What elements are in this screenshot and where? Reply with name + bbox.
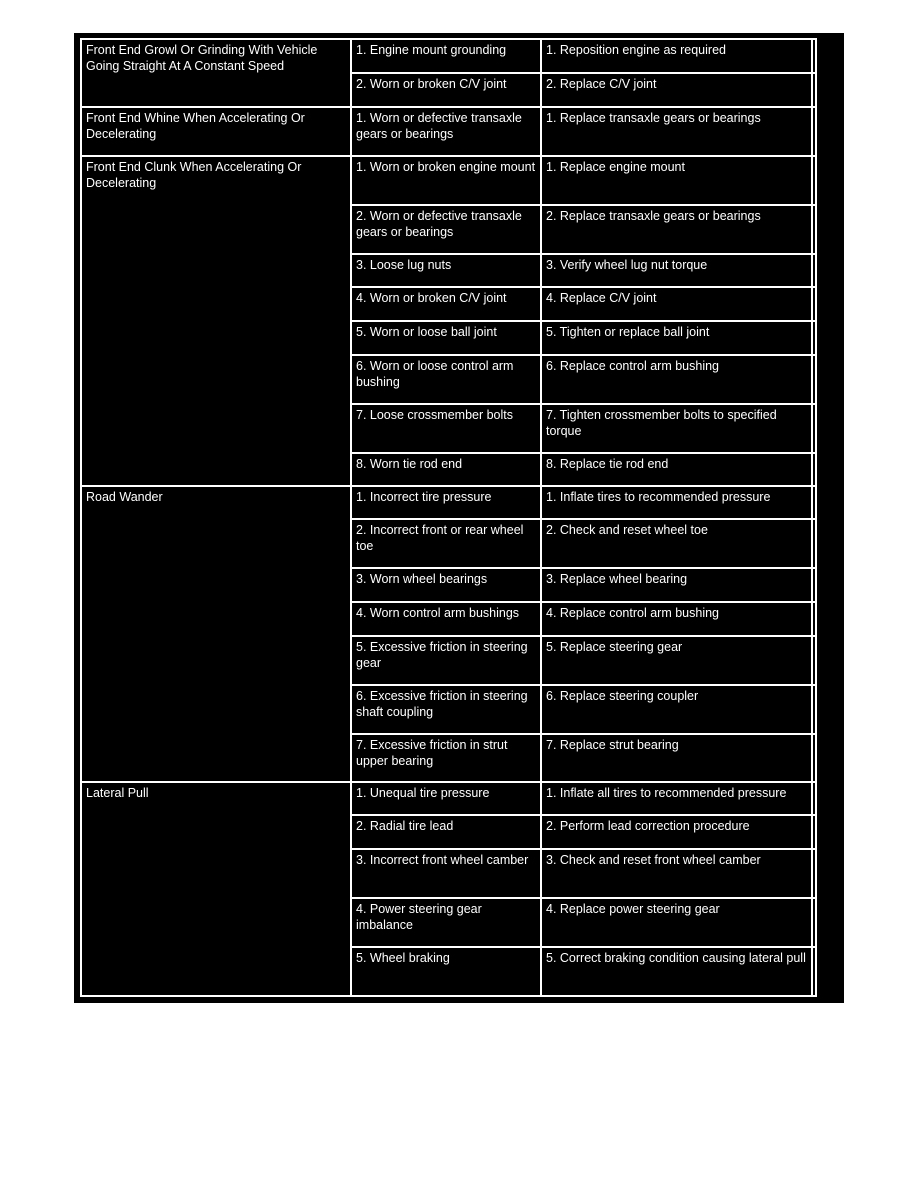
cause-cell: 6. Excessive friction in steering shaft coupling bbox=[351, 685, 541, 734]
correction-cell: 4. Replace C/V joint bbox=[541, 287, 812, 321]
cause-cell: 1. Incorrect tire pressure bbox=[351, 486, 541, 519]
correction-cell: 5. Correct braking condition causing lateral pull bbox=[541, 947, 812, 996]
correction-cell: 1. Replace transaxle gears or bearings bbox=[541, 107, 812, 156]
cause-cell: 3. Loose lug nuts bbox=[351, 254, 541, 287]
cause-cell: 5. Wheel braking bbox=[351, 947, 541, 996]
cause-cell: 5. Excessive friction in steering gear bbox=[351, 636, 541, 685]
edge-cell bbox=[812, 947, 816, 996]
correction-cell: 1. Reposition engine as required bbox=[541, 39, 812, 73]
condition-cell: Front End Growl Or Grinding With Vehicle Going Straight At A Constant Speed bbox=[81, 39, 351, 107]
table-row bbox=[81, 107, 816, 156]
correction-cell: 1. Inflate tires to recommended pressure bbox=[541, 486, 812, 519]
edge-cell bbox=[812, 355, 816, 404]
edge-cell bbox=[812, 254, 816, 287]
edge-cell bbox=[812, 321, 816, 355]
edge-cell bbox=[812, 602, 816, 636]
edge-cell bbox=[812, 205, 816, 254]
correction-cell: 3. Verify wheel lug nut torque bbox=[541, 254, 812, 287]
cause-cell: 8. Worn tie rod end bbox=[351, 453, 541, 486]
edge-cell bbox=[812, 404, 816, 453]
cause-cell: 1. Worn or defective transaxle gears or bearings bbox=[351, 107, 541, 156]
correction-cell: 3. Check and reset front wheel camber bbox=[541, 849, 812, 898]
edge-cell bbox=[812, 287, 816, 321]
correction-cell: 5. Replace steering gear bbox=[541, 636, 812, 685]
cause-cell: 4. Worn or broken C/V joint bbox=[351, 287, 541, 321]
cause-cell: 7. Excessive friction in strut upper bearing bbox=[351, 734, 541, 782]
edge-cell bbox=[812, 107, 816, 156]
condition-cell: Front End Clunk When Accelerating Or Decelerating bbox=[81, 156, 351, 486]
edge-cell bbox=[812, 685, 816, 734]
edge-cell bbox=[812, 486, 816, 519]
correction-cell: 6. Replace control arm bushing bbox=[541, 355, 812, 404]
cause-cell: 5. Worn or loose ball joint bbox=[351, 321, 541, 355]
correction-cell: 4. Replace control arm bushing bbox=[541, 602, 812, 636]
correction-cell: 1. Replace engine mount bbox=[541, 156, 812, 205]
edge-cell bbox=[812, 782, 816, 815]
document-panel bbox=[74, 33, 844, 1003]
edge-cell bbox=[812, 519, 816, 568]
correction-cell: 7. Tighten crossmember bolts to specified torque bbox=[541, 404, 812, 453]
correction-cell: 4. Replace power steering gear bbox=[541, 898, 812, 947]
diagnosis-table bbox=[80, 38, 817, 997]
cause-cell: 3. Incorrect front wheel camber bbox=[351, 849, 541, 898]
edge-cell bbox=[812, 898, 816, 947]
correction-cell: 2. Perform lead correction procedure bbox=[541, 815, 812, 849]
condition-cell: Road Wander bbox=[81, 486, 351, 782]
cause-cell: 4. Worn control arm bushings bbox=[351, 602, 541, 636]
edge-cell bbox=[812, 568, 816, 602]
correction-cell: 1. Inflate all tires to recommended pressure bbox=[541, 782, 812, 815]
cause-cell: 6. Worn or loose control arm bushing bbox=[351, 355, 541, 404]
cause-cell: 1. Engine mount grounding bbox=[351, 39, 541, 73]
table-row bbox=[81, 782, 816, 815]
edge-cell bbox=[812, 636, 816, 685]
cause-cell: 4. Power steering gear imbalance bbox=[351, 898, 541, 947]
correction-cell: 3. Replace wheel bearing bbox=[541, 568, 812, 602]
correction-cell: 8. Replace tie rod end bbox=[541, 453, 812, 486]
correction-cell: 2. Check and reset wheel toe bbox=[541, 519, 812, 568]
edge-cell bbox=[812, 39, 816, 73]
correction-cell: 2. Replace transaxle gears or bearings bbox=[541, 205, 812, 254]
condition-cell: Lateral Pull bbox=[81, 782, 351, 996]
table-row bbox=[81, 156, 816, 205]
cause-cell: 3. Worn wheel bearings bbox=[351, 568, 541, 602]
diagnosis-table-body bbox=[81, 39, 816, 996]
edge-cell bbox=[812, 453, 816, 486]
cause-cell: 7. Loose crossmember bolts bbox=[351, 404, 541, 453]
correction-cell: 2. Replace C/V joint bbox=[541, 73, 812, 107]
cause-cell: 2. Radial tire lead bbox=[351, 815, 541, 849]
correction-cell: 5. Tighten or replace ball joint bbox=[541, 321, 812, 355]
correction-cell: 6. Replace steering coupler bbox=[541, 685, 812, 734]
cause-cell: 2. Worn or broken C/V joint bbox=[351, 73, 541, 107]
correction-cell: 7. Replace strut bearing bbox=[541, 734, 812, 782]
cause-cell: 1. Unequal tire pressure bbox=[351, 782, 541, 815]
edge-cell bbox=[812, 849, 816, 898]
table-row bbox=[81, 39, 816, 73]
table-row bbox=[81, 486, 816, 519]
edge-cell bbox=[812, 156, 816, 205]
cause-cell: 2. Worn or defective transaxle gears or bearings bbox=[351, 205, 541, 254]
cause-cell: 1. Worn or broken engine mount bbox=[351, 156, 541, 205]
edge-cell bbox=[812, 815, 816, 849]
edge-cell bbox=[812, 734, 816, 782]
cause-cell: 2. Incorrect front or rear wheel toe bbox=[351, 519, 541, 568]
edge-cell bbox=[812, 73, 816, 107]
condition-cell: Front End Whine When Accelerating Or Decelerating bbox=[81, 107, 351, 156]
